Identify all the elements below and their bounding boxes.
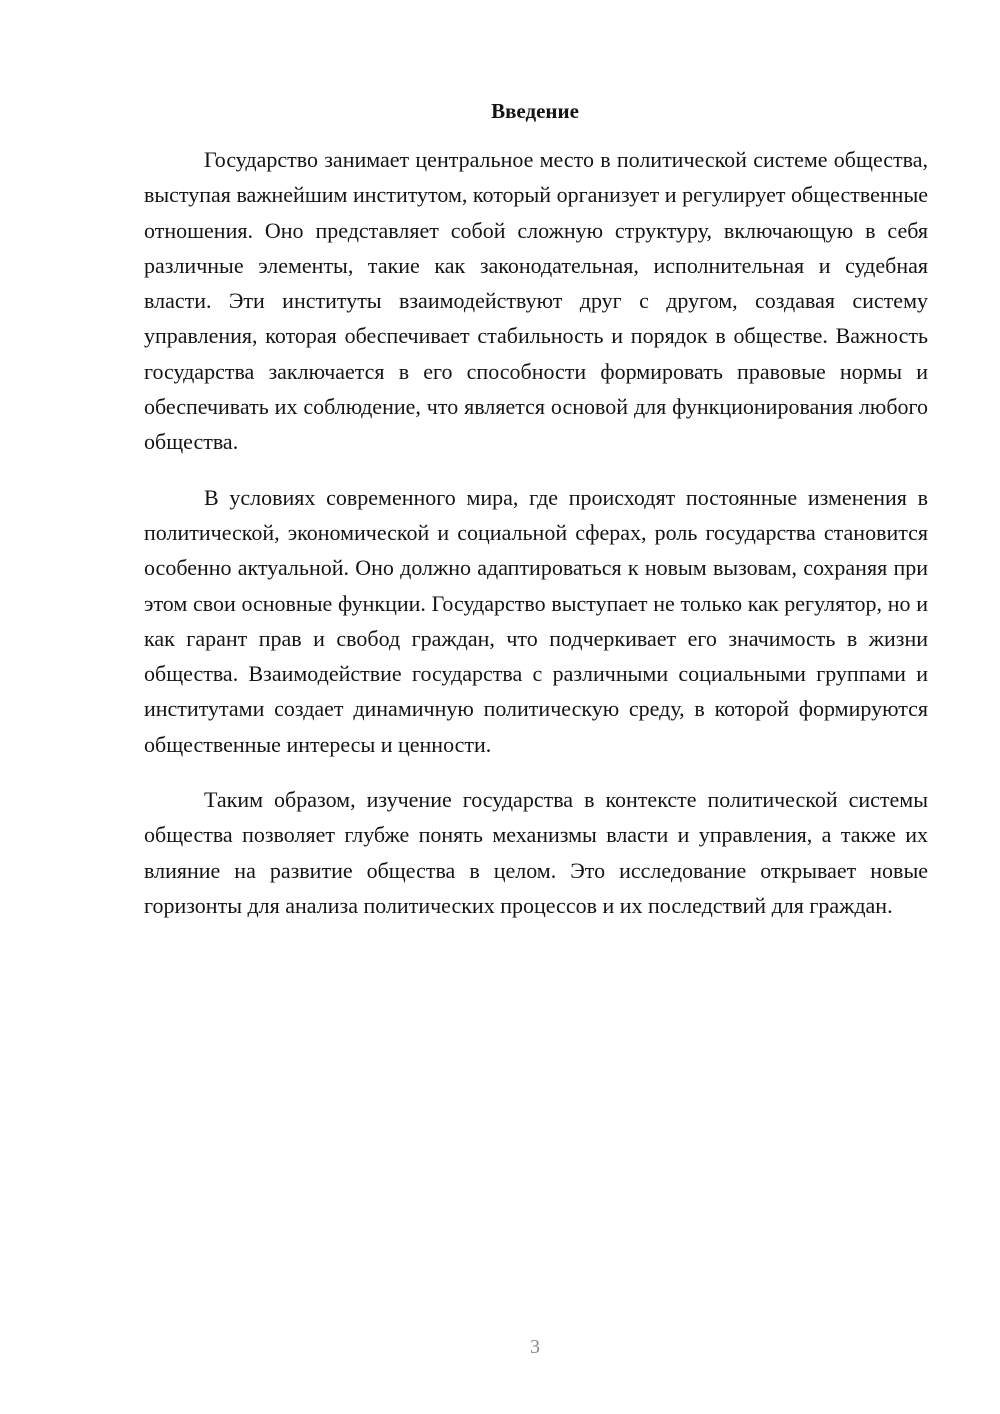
page-number: 3 (530, 1336, 540, 1358)
section-heading: Введение (491, 99, 579, 123)
paragraph-1: Государство занимает центральное место в политической системе общества, выступая важнейшим институтом, который организует и регулирует общественные отношения. Оно представляет собой сложную структуру, включающую в себя различные элементы, такие как законодательная, исполнительная и судебная власти. Эти институты взаимодействуют друг с другом, создавая систему управления, которая обеспечивает стабильность и порядок в обществе. Важность государства заключается в его способности формировать правовые нормы и обеспечивать их соблюдение, что является основой для функционирования любого общества. (144, 147, 928, 455)
body-text (144, 142, 928, 943)
paragraph-3: Таким образом, изучение государства в контексте политической системы общества позволяет глубже понять механизмы власти и управления, а также их влияние на развитие общества в целом. Это исследование открывает новые горизонты для анализа политических процессов и их последствий для граждан. (144, 787, 928, 918)
paragraph-2: В условиях современного мира, где происходят постоянные изменения в политической, экономической и социальной сферах, роль государства становится особенно актуальной. Оно должно адаптироваться к новым вызовам, сохраняя при этом свои основные функции. Государство выступает не только как регулятор, но и как гарант прав и свобод граждан, что подчеркивает его значимость в жизни общества. Взаимодействие государства с различными социальными группами и институтами создает динамичную политическую среду, в которой формируются общественные интересы и ценности. (144, 484, 928, 757)
